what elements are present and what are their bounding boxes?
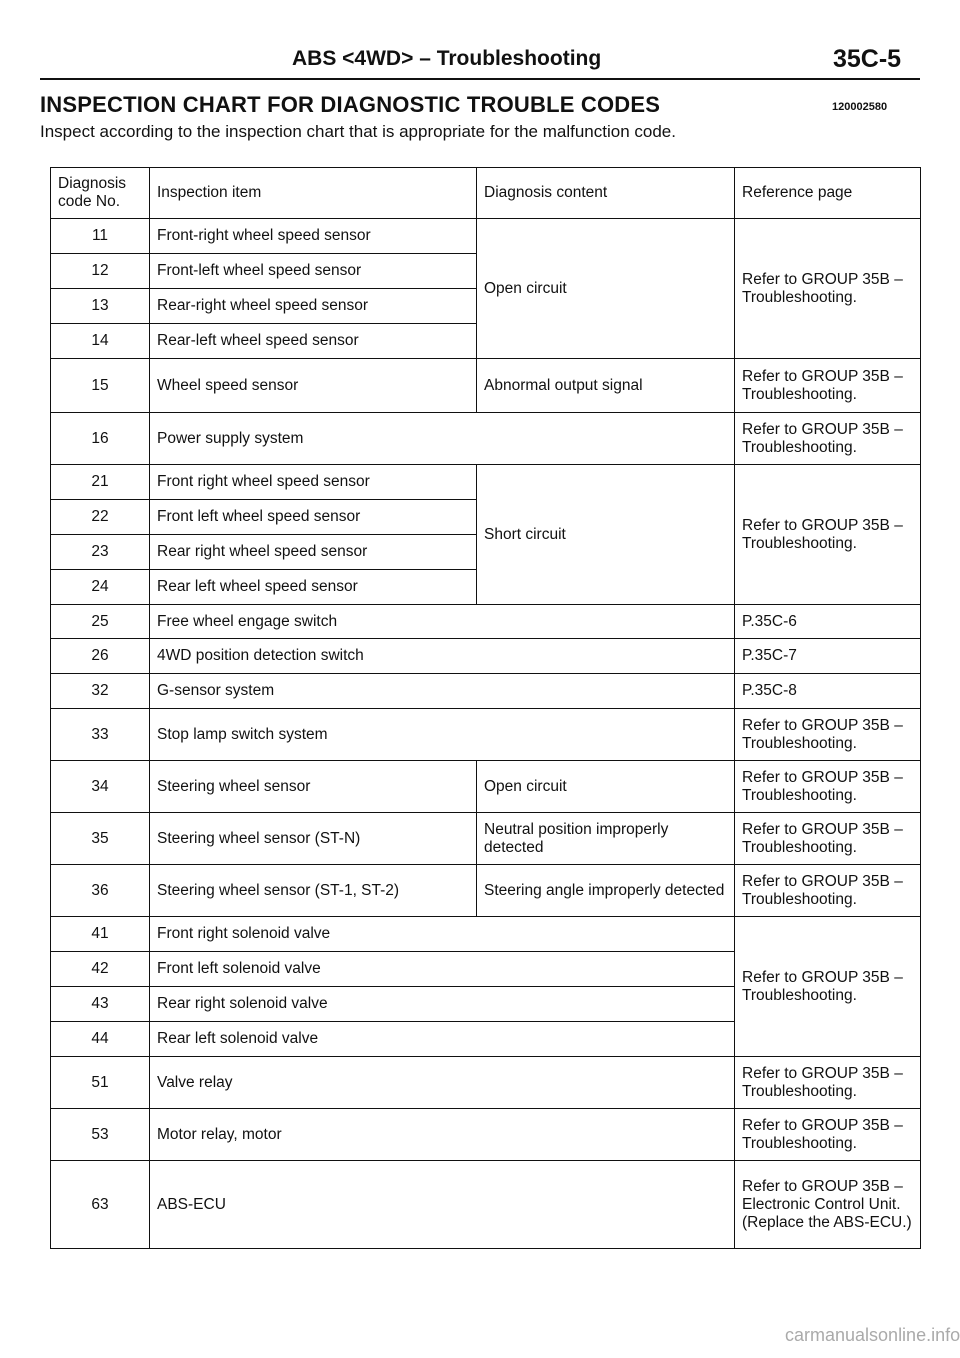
- table-row: [51, 917, 921, 952]
- inspection-item: Steering wheel sensor: [150, 761, 477, 813]
- diagnosis-content: Neutral position improperly detected: [477, 813, 735, 865]
- table-row: [51, 605, 921, 639]
- inspection-item: Stop lamp switch system: [150, 709, 735, 761]
- diagnosis-code: 24: [51, 570, 150, 605]
- reference-page: Refer to GROUP 35B – Troubleshooting.: [735, 865, 921, 917]
- table-row: [51, 674, 921, 709]
- chart-intro: Inspect according to the inspection chart that is appropriate for the malfunction code.: [40, 122, 676, 141]
- inspection-item: G-sensor system: [150, 674, 735, 709]
- chart-title: INSPECTION CHART FOR DIAGNOSTIC TROUBLE CODES: [40, 92, 661, 117]
- table-row: [51, 465, 921, 500]
- inspection-item: Rear left wheel speed sensor: [150, 570, 477, 605]
- page-number: 35C-5: [833, 45, 902, 73]
- reference-page: Refer to GROUP 35B – Troubleshooting.: [735, 709, 921, 761]
- inspection-item: Front right wheel speed sensor: [150, 465, 477, 500]
- diagnosis-code: 63: [51, 1161, 150, 1249]
- table-row: [51, 639, 921, 674]
- table-row: [51, 761, 921, 813]
- diagnosis-content: Open circuit: [477, 219, 735, 359]
- diagnosis-code: 21: [51, 465, 150, 500]
- table-row: [51, 413, 921, 465]
- inspection-item: Rear-right wheel speed sensor: [150, 289, 477, 324]
- inspection-item: ABS-ECU: [150, 1161, 735, 1249]
- inspection-item: Front-right wheel speed sensor: [150, 219, 477, 254]
- diagnosis-code: 44: [51, 1022, 150, 1057]
- inspection-item: Wheel speed sensor: [150, 359, 477, 413]
- diagnosis-code: 15: [51, 359, 150, 413]
- header-title: ABS <4WD> – Troubleshooting: [292, 47, 602, 70]
- reference-page: Refer to GROUP 35B – Troubleshooting.: [735, 917, 921, 1057]
- diagnosis-code: 22: [51, 500, 150, 535]
- diagnosis-code: 14: [51, 324, 150, 359]
- header-inspection-item: Inspection item: [150, 168, 477, 219]
- table-row: [51, 865, 921, 917]
- inspection-item: Front left wheel speed sensor: [150, 500, 477, 535]
- inspection-item: Front-left wheel speed sensor: [150, 254, 477, 289]
- reference-page: Refer to GROUP 35B – Troubleshooting.: [735, 359, 921, 413]
- reference-page: Refer to GROUP 35B – Troubleshooting.: [735, 413, 921, 465]
- diagnosis-code: 34: [51, 761, 150, 813]
- inspection-item: Rear left solenoid valve: [150, 1022, 735, 1057]
- inspection-item: Rear right wheel speed sensor: [150, 535, 477, 570]
- inspection-item: Rear-left wheel speed sensor: [150, 324, 477, 359]
- inspection-item: Rear right solenoid valve: [150, 987, 735, 1022]
- diagnosis-content: Open circuit: [477, 761, 735, 813]
- header-diagnosis-content: Diagnosis content: [477, 168, 735, 219]
- reference-page: Refer to GROUP 35B – Troubleshooting.: [735, 1109, 921, 1161]
- table-row: [51, 1161, 921, 1249]
- reference-page: Refer to GROUP 35B – Electronic Control Unit. (Replace the ABS-ECU.): [735, 1161, 921, 1249]
- table-row: [51, 1057, 921, 1109]
- table-row: [51, 1109, 921, 1161]
- inspection-item: Free wheel engage switch: [150, 605, 735, 639]
- diagnosis-code: 32: [51, 674, 150, 709]
- inspection-item: 4WD position detection switch: [150, 639, 735, 674]
- footer-watermark: carmanualsonline.info: [785, 1325, 960, 1345]
- diagnosis-code: 25: [51, 605, 150, 639]
- inspection-item: Front right solenoid valve: [150, 917, 735, 952]
- diagnosis-code: 42: [51, 952, 150, 987]
- inspection-chart-table: [50, 167, 921, 1249]
- inspection-item: Steering wheel sensor (ST-N): [150, 813, 477, 865]
- header-diagnosis-code: Diagnosis code No.: [51, 168, 150, 219]
- reference-page: P.35C-6: [735, 605, 921, 639]
- reference-page: P.35C-7: [735, 639, 921, 674]
- diagnosis-code: 12: [51, 254, 150, 289]
- table-row: [51, 359, 921, 413]
- diagnosis-code: 53: [51, 1109, 150, 1161]
- diagnosis-code: 36: [51, 865, 150, 917]
- table-body: [51, 219, 921, 1249]
- reference-page: Refer to GROUP 35B – Troubleshooting.: [735, 1057, 921, 1109]
- reference-page: Refer to GROUP 35B – Troubleshooting.: [735, 219, 921, 359]
- diagnosis-code: 41: [51, 917, 150, 952]
- inspection-item: Power supply system: [150, 413, 735, 465]
- table-row: [51, 219, 921, 254]
- reference-page: Refer to GROUP 35B – Troubleshooting.: [735, 465, 921, 605]
- diagnosis-code: 11: [51, 219, 150, 254]
- chart-code: 120002580: [832, 101, 888, 113]
- table-header-row: [51, 168, 921, 219]
- inspection-item: Front left solenoid valve: [150, 952, 735, 987]
- diagnosis-content: Short circuit: [477, 465, 735, 605]
- reference-page: P.35C-8: [735, 674, 921, 709]
- diagnosis-code: 51: [51, 1057, 150, 1109]
- diagnosis-content: Steering angle improperly detected: [477, 865, 735, 917]
- header-reference-page: Reference page: [735, 168, 921, 219]
- table-row: [51, 709, 921, 761]
- reference-page: Refer to GROUP 35B – Troubleshooting.: [735, 761, 921, 813]
- diagnosis-code: 33: [51, 709, 150, 761]
- inspection-item: Valve relay: [150, 1057, 735, 1109]
- inspection-item: Motor relay, motor: [150, 1109, 735, 1161]
- inspection-item: Steering wheel sensor (ST-1, ST-2): [150, 865, 477, 917]
- diagnosis-code: 26: [51, 639, 150, 674]
- diagnosis-code: 43: [51, 987, 150, 1022]
- diagnosis-content: Abnormal output signal: [477, 359, 735, 413]
- table-row: [51, 813, 921, 865]
- diagnosis-code: 35: [51, 813, 150, 865]
- diagnosis-code: 13: [51, 289, 150, 324]
- header-divider: [40, 78, 920, 80]
- diagnosis-code: 16: [51, 413, 150, 465]
- diagnosis-code: 23: [51, 535, 150, 570]
- reference-page: Refer to GROUP 35B – Troubleshooting.: [735, 813, 921, 865]
